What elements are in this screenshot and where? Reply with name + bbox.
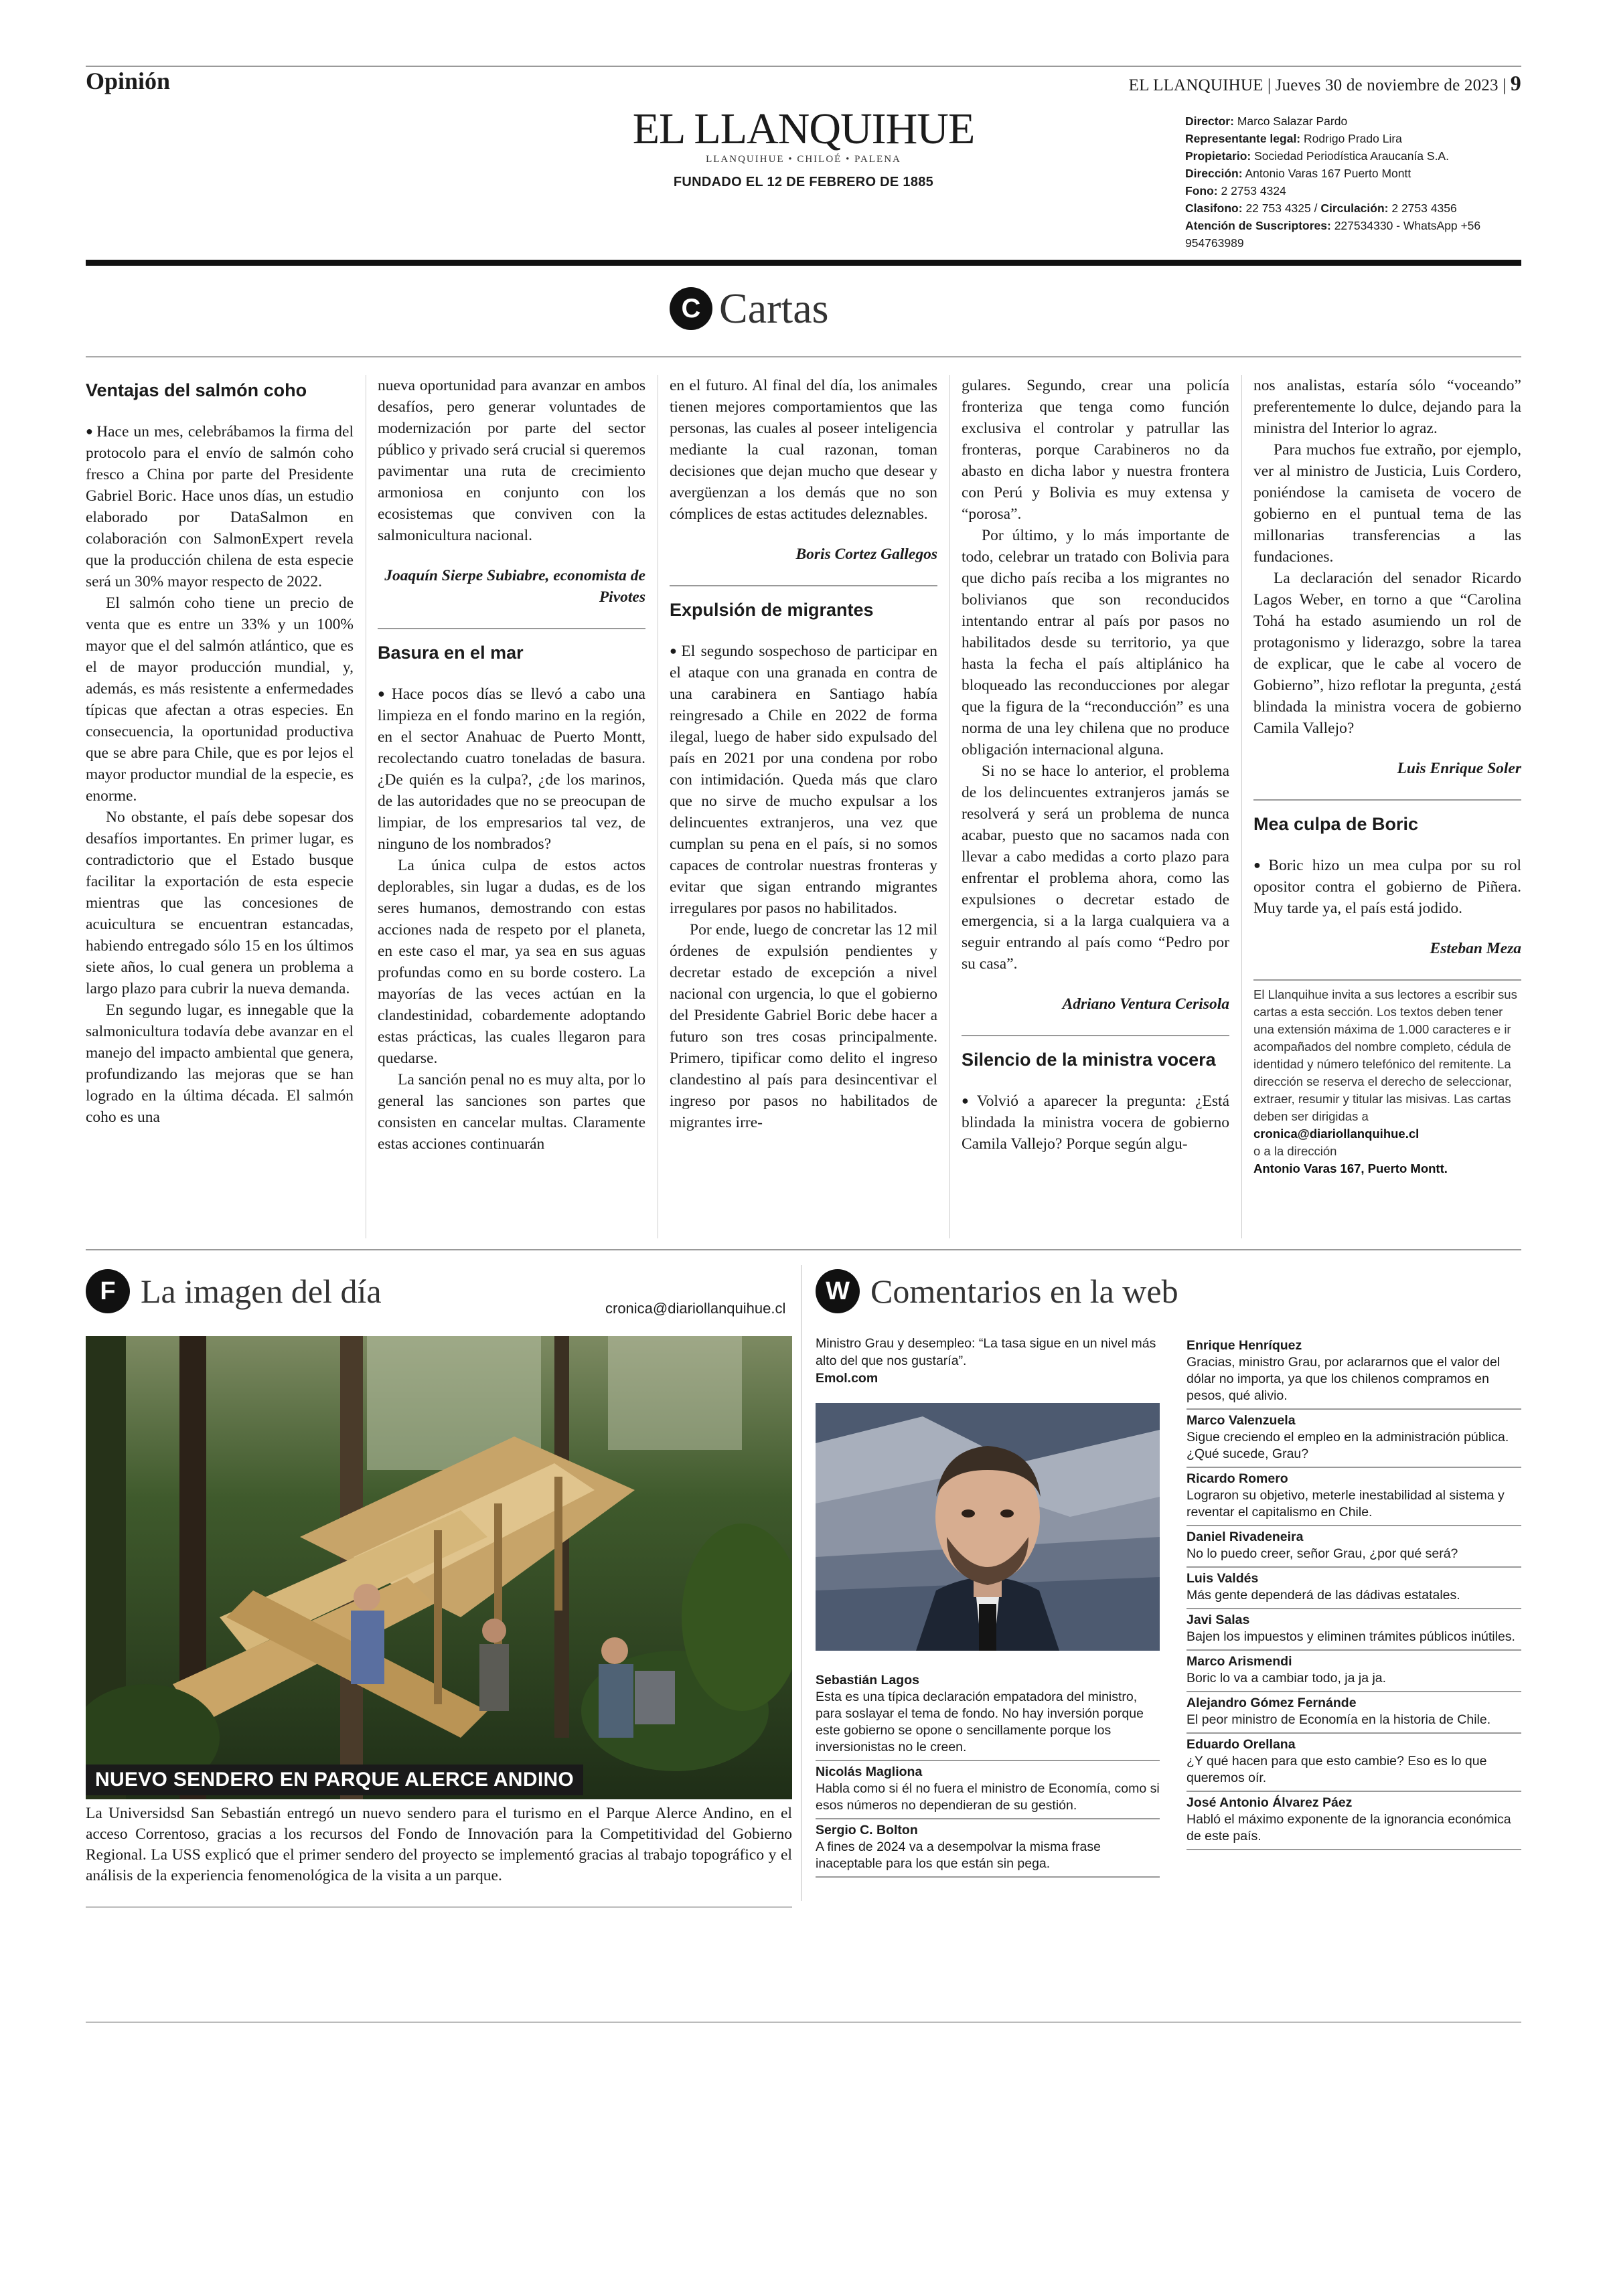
staff-line xyxy=(1185,182,1520,199)
note-email-link[interactable]: cronica@diariollanquihue.cl xyxy=(1253,1127,1420,1141)
trail-photo-illustration xyxy=(86,1336,792,1799)
submission-note xyxy=(1253,979,1521,1177)
comment-item xyxy=(816,1819,1160,1878)
staff-label: Atención de Suscriptores: xyxy=(1185,219,1331,232)
logo-subtitle: LLANQUIHUE • CHILOÉ • PALENA xyxy=(706,154,901,165)
web-headline xyxy=(816,1335,1164,1387)
staff-label: Representante legal: xyxy=(1185,132,1301,145)
comment-text: Lograron su objetivo, meterle inestabilidad al sistema y reventar el capitalismo en Chile. xyxy=(1187,1488,1505,1520)
comment-text: Más gente dependerá de las dádivas estatales. xyxy=(1187,1588,1460,1603)
letters-column-5 xyxy=(1253,375,1521,1177)
staff-line xyxy=(1185,165,1520,182)
letter-signature: Joaquín Sierpe Subiabre, economista de Pivotes xyxy=(384,567,645,606)
comment-item xyxy=(1187,1651,1521,1692)
staff-line xyxy=(1185,130,1520,147)
staff-line xyxy=(1185,217,1520,252)
letter-paragraph: en el futuro. Al final del día, los animales tienen mejores comportamientos que las personas, las cuales al poseer inteligencia mediante la cual razonan, toman decisiones que dejan mucho que desear y avergüenzan a los demás que no son cómplices de estas actitudes deleznables. xyxy=(670,377,937,523)
letter-paragraph: nos analistas, estaría sólo “voceando” preferentemente lo dulce, dejando para la ministra del Interior lo agraz. xyxy=(1253,377,1521,437)
letter-title: Silencio de la ministra vocera xyxy=(962,1050,1216,1070)
letter-paragraph: gulares. Segundo, crear una policía fronteriza que tenga como función exclusiva el controlar y patrullar las fronteras, porque Carabineros no da abasto en dicha labor y nuestra frontera con Perú y Bolivia es muy extensa y “porosa”. xyxy=(962,377,1229,523)
letter-paragraph: La declaración del senador Ricardo Lagos Weber, en torno a que “Carolina Tohá ha estado asumiendo un rol de protagonismo y liderazgo, sobre la tarea de explicar, que le cabe al vocero de Gobierno”, hizo reflotar la pregunta, ¿está blindada la ministra vocera de gobierno Camila Vallejo? xyxy=(1253,570,1521,737)
comment-text: Habló el máximo exponente de la ignorancia económica de este país. xyxy=(1187,1812,1511,1843)
letter-signature: Luis Enrique Soler xyxy=(1397,760,1521,777)
comment-item xyxy=(1187,1734,1521,1792)
comment-author: Ricardo Romero xyxy=(1187,1471,1288,1486)
imagen-badge-icon: F xyxy=(86,1269,130,1313)
staff-value: 2 2753 4356 xyxy=(1391,201,1457,215)
letter-title: Mea culpa de Boric xyxy=(1253,814,1419,834)
letter-paragraph: La única culpa de estos actos deplorables, sin lugar a dudas, es de los seres humanos, demostrando con estas acciones nada de respeto por el planeta, en este caso el mar, ya sea en sus aguas profundas como en su borde costero. La mayorías de las veces actúan en la clandestinidad, cobardemente adoptando estas prácticas, las cuales llegaron para quedarse. xyxy=(378,857,645,1067)
bullet-icon: ● xyxy=(670,644,679,657)
trail-photo xyxy=(86,1336,792,1799)
letter-separator xyxy=(670,585,937,586)
masthead xyxy=(603,106,1004,190)
letter-paragraph: El salmón coho tiene un precio de venta que es entre un 33% y un 100% mayor que el del salmón atlántico, que es el de mayor producción mundial, y, además, es más resistente a enfermedades típicas que afectan a otras especies. En consecuencia, la oportunidad productiva que se abre para Chile, que es por lejos el mayor productor mundial de la especie, es enorme. xyxy=(86,594,354,805)
comment-author: Nicolás Magliona xyxy=(816,1765,923,1779)
staff-label: Propietario: xyxy=(1185,149,1251,163)
letter-title: Expulsión de migrantes xyxy=(670,600,874,620)
column-divider xyxy=(1241,375,1242,1238)
letter-text: Volvió a aparecer la pregunta: ¿Está blindada la ministra vocera de gobierno Camila Vallejo? Porque según algu- xyxy=(962,1092,1230,1153)
letter-signature: Esteban Meza xyxy=(1430,940,1521,957)
note-text: El Llanquihue invita a sus lectores a escribir sus cartas a esta sección. Los textos deben tener una extensión máxima de 1.000 caracteres e ir acompañados del nombre completo, cédula de identidad y número telefónico del remitente. La dirección se reserva el derecho de seleccionar, extraer, resumir y titular las misivas. Las cartas deben ser dirigidas a xyxy=(1253,987,1517,1123)
comment-text: Boric lo va a cambiar todo, ja ja ja. xyxy=(1187,1671,1387,1686)
letters-column-2 xyxy=(378,375,645,1155)
letter-signature: Adriano Ventura Cerisola xyxy=(1062,995,1229,1013)
comment-author: Alejandro Gómez Fernánde xyxy=(1187,1696,1357,1710)
comment-item xyxy=(1187,1468,1521,1526)
newspaper-logo: EL LLANQUIHUE xyxy=(632,104,975,153)
comment-text: El peor ministro de Economía en la historia de Chile. xyxy=(1187,1712,1491,1727)
letter-paragraph: Para muchos fue extraño, por ejemplo, ver al ministro de Justicia, Luis Cordero, poniéndose la camiseta de vocero de gobierno en el puntual tema de las millonarias transferencias a las fundaciones. xyxy=(1253,441,1521,566)
cartas-rule xyxy=(86,356,1521,357)
web-section-header xyxy=(816,1269,1178,1316)
comment-text: Sigue creciendo el empleo en la administración pública. ¿Qué sucede, Grau? xyxy=(1187,1430,1509,1461)
column-divider xyxy=(949,375,950,1238)
staff-label: Circulación: xyxy=(1320,201,1389,215)
comment-text: ¿Y qué hacen para que esto cambie? Eso es lo que queremos oír. xyxy=(1187,1754,1487,1785)
note-text: o a la dirección xyxy=(1253,1144,1337,1158)
bottom-rule xyxy=(86,2022,1521,2023)
comment-item xyxy=(816,1761,1160,1819)
comment-item xyxy=(816,1669,1160,1761)
comment-author: Sergio C. Bolton xyxy=(816,1823,918,1837)
letter-paragraph: Si no se hace lo anterior, el problema de los delincuentes extranjeros jamás se resolverá y será un problema de nunca acabar, puesto que no sacamos nada con llevar a cabo medidas a corto plazo para enfrentar el problema ahora, como las expulsiones o decretar estado de emergencia, si a la larga cualquiera va a seguir entrando al país como “Pedro por su casa”. xyxy=(962,762,1229,973)
letters-column-4 xyxy=(962,375,1229,1155)
comment-author: Javi Salas xyxy=(1187,1613,1250,1627)
bullet-icon: ● xyxy=(962,1094,974,1107)
staff-label: Fono: xyxy=(1185,184,1218,197)
photo-caption: La Universidsd San Sebastián entregó un nuevo sendero para el turismo en el Parque Alerce Andino, en el acceso Correntoso, gracias a los recursos del Fondo de Innovación para la Competitividad del Gobierno Regional. La USS explicó que el primer sendero del proyecto se implementó gracias al trabajo topográfico y el análisis de la experiencia fenomenológica de la visita a un parque. xyxy=(86,1805,792,1884)
letter-title: Basura en el mar xyxy=(378,643,524,663)
comment-text: Gracias, ministro Grau, por aclararnos que el valor del dólar no importa, ya que los chilenos compramos en pesos, qué alivio. xyxy=(1187,1355,1501,1403)
comment-author: Sebastián Lagos xyxy=(816,1673,919,1688)
comment-item xyxy=(1187,1410,1521,1468)
comment-text: Esta es una típica declaración empatadora del ministro, para soslayar el tema de fondo. No hay inversión porque este gobierno se opone o sencillamente porque los inversionistas no le creen. xyxy=(816,1690,1144,1754)
letters-column-1 xyxy=(86,375,354,1128)
header-rule xyxy=(86,260,1521,266)
staff-value: Marco Salazar Pardo xyxy=(1237,114,1348,128)
staff-value: Sociedad Periodística Araucanía S.A. xyxy=(1254,149,1449,163)
comment-author: Enrique Henríquez xyxy=(1187,1338,1302,1353)
comment-item xyxy=(1187,1609,1521,1651)
cartas-title: Cartas xyxy=(719,284,829,332)
folio xyxy=(1129,71,1521,96)
staff-box xyxy=(1185,112,1520,252)
letter-paragraph: No obstante, el país debe sopesar dos desafíos importantes. En primer lugar, es contradictorio que el Estado busque facilitar la exportación de esta especie mientras que las concesiones de acuicultura se encuentran estancadas, habiendo entregado sólo 15 en los últimos siete años, lo cual genera un problema a largo plazo para cubrir la nueva demanda. xyxy=(86,809,354,997)
letter-signature: Boris Cortez Gallegos xyxy=(795,546,937,563)
letter-text: El segundo sospechoso de participar en el ataque con una granada en contra de una carabinera en Santiago había reingresado a Chile en 2022 de forma ilegal, luego de haber sido expulsado del país en 2021 por una condena por robo con intimidación. Queda más que claro que no sirve de mucho expulsar a los delincuentes extranjeros, una vez que cumplan su pena en el país, si no somos capaces de controlar nuestras fronteras y evitar que sigan entrando migrantes irregulares por pasos no habilitados. xyxy=(670,643,937,917)
letter-paragraph: En segundo lugar, es innegable que la salmonicultura todavía debe avanzar en el manejo del impacto ambiental que genera, profundizando las mejoras que se han logrado en la última década. El salmón coho es una xyxy=(86,1001,354,1126)
comment-item xyxy=(1187,1792,1521,1850)
letter-paragraph xyxy=(86,420,354,592)
staff-value: 227534330 - WhatsApp +56 954763989 xyxy=(1185,219,1481,250)
bullet-icon: ● xyxy=(1253,858,1266,872)
comment-author: Daniel Rivadeneira xyxy=(1187,1530,1304,1544)
comment-item xyxy=(1187,1335,1521,1410)
comment-item xyxy=(1187,1568,1521,1609)
letter-paragraph: Por ende, luego de concretar las 12 mil órdenes de expulsión pendientes y decretar estado de excepción a nivel nacional con urgencia, lo que el gobierno del Presidente Gabriel Boric debe hacer a futuro son tres cosas principalmente. Primero, tipificar como delito el ingreso clandestino al país para desincentivar el ingreso por pasos no habilitados de migrantes irre- xyxy=(670,921,937,1131)
staff-label: Director: xyxy=(1185,114,1234,128)
staff-line xyxy=(1185,147,1520,165)
letter-paragraph xyxy=(962,1090,1229,1155)
section-divider xyxy=(86,1249,1521,1250)
comment-author: Eduardo Orellana xyxy=(1187,1737,1296,1752)
letter-text: Boric hizo un mea culpa por su rol opositor contra el gobierno de Piñera. Muy tarde ya, el país está jodido. xyxy=(1253,857,1521,917)
imagen-email[interactable]: cronica@diariollanquihue.cl xyxy=(605,1300,786,1317)
comment-item xyxy=(1187,1692,1521,1734)
minister-portrait xyxy=(816,1403,1160,1651)
letter-separator xyxy=(378,628,645,629)
letter-text: Hace pocos días se llevó a cabo una limpieza en el fondo marino en la región, en el sector Anahuac de Puerto Montt, recolectando cuatro toneladas de basura. ¿De quién es la culpa?, ¿de los marinos, de las autoridades que no se preocupan de limpiar, de los empresarios tal vez, de ninguno de los nombrados? xyxy=(378,685,645,853)
section-label: Opinión xyxy=(86,68,171,94)
comment-text: Bajen los impuestos y eliminen trámites públicos inútiles. xyxy=(1187,1629,1515,1644)
letters-column-3 xyxy=(670,375,937,1133)
web-title: Comentarios en la web xyxy=(870,1273,1178,1310)
imagen-section-header xyxy=(86,1269,382,1316)
letter-text: Hace un mes, celebrábamos la firma del protocolo para el envío de salmón coho fresco a China por parte del Presidente Gabriel Boric. Hace unos días, un estudio elaborado por DataSalmon en colaboración con SalmonExpert revela que la producción chilena de esta especie será un 30% mayor respecto de 2022. xyxy=(86,423,354,590)
folio-text: EL LLANQUIHUE | Jueves 30 de noviembre de 2023 | xyxy=(1128,76,1507,94)
staff-value: 22 753 4325 / xyxy=(1245,201,1321,215)
comments-column-right xyxy=(1187,1335,1521,1850)
letter-paragraph: nueva oportunidad para avanzar en ambos desafíos, pero generar voluntades de modernización por parte del sector público y privado será crucial si queremos pavimentar una ruta de crecimiento armoniosa en conjunto con los ecosistemas que conviven con la salmonicultura nacional. xyxy=(378,377,645,544)
staff-value: 2 2753 4324 xyxy=(1221,184,1286,197)
top-rule xyxy=(86,66,1521,67)
letter-paragraph xyxy=(378,683,645,855)
cartas-badge-icon: C xyxy=(670,287,712,330)
letter-paragraph xyxy=(1253,854,1521,919)
cartas-section-header xyxy=(670,284,937,337)
comment-item xyxy=(1187,1526,1521,1568)
letter-separator xyxy=(1253,799,1521,801)
comment-text: A fines de 2024 va a desempolvar la misma frase inaceptable para los que están sin pega. xyxy=(816,1839,1101,1871)
photo-title: NUEVO SENDERO EN PARQUE ALERCE ANDINO xyxy=(86,1765,583,1795)
bullet-icon: ● xyxy=(86,424,94,438)
letter-paragraph xyxy=(670,640,937,919)
letter-paragraph: La sanción penal no es muy alta, por lo general las sanciones son partes que consisten en cancelar multas. Claramente estas acciones continuarán xyxy=(378,1071,645,1153)
minister-portrait-illustration xyxy=(816,1403,1160,1651)
staff-value: Rodrigo Prado Lira xyxy=(1304,132,1402,145)
imagen-title: La imagen del día xyxy=(141,1273,382,1310)
comment-author: Marco Arismendi xyxy=(1187,1654,1292,1669)
staff-line xyxy=(1185,199,1520,217)
staff-label: Clasifono: xyxy=(1185,201,1243,215)
comment-author: Marco Valenzuela xyxy=(1187,1413,1296,1428)
note-address: Antonio Varas 167, Puerto Montt. xyxy=(1253,1161,1448,1175)
letter-title: Ventajas del salmón coho xyxy=(86,380,307,400)
page-number: 9 xyxy=(1510,71,1521,95)
comment-text: Habla como si él no fuera el ministro de Economía, como si esos números no dependieran de su gestión. xyxy=(816,1781,1160,1813)
staff-value: Antonio Varas 167 Puerto Montt xyxy=(1245,167,1411,180)
comments-column-left xyxy=(816,1669,1160,1878)
staff-label: Dirección: xyxy=(1185,167,1243,180)
letter-separator xyxy=(962,1035,1229,1036)
caption-rule xyxy=(86,1906,792,1908)
founded-line: FUNDADO EL 12 DE FEBRERO DE 1885 xyxy=(673,175,934,189)
comment-text: No lo puedo creer, señor Grau, ¿por qué será? xyxy=(1187,1546,1458,1561)
bullet-icon: ● xyxy=(378,687,389,700)
comment-author: Luis Valdés xyxy=(1187,1571,1259,1586)
headline-source[interactable]: Emol.com xyxy=(816,1371,878,1386)
letter-paragraph: Por último, y lo más importante de todo, celebrar un tratado con Bolivia para que dicho país reciba a los migrantes no bolivianos que son reconducidos intentando entrar al país por pasos no habilitados desde su territorio, ya que hasta la fecha el país altiplánico ha bloqueado las reconducciones por alegar que la figura de la “reconducción” es una norma de una ley chilena que no produce obligación internacional alguna. xyxy=(962,527,1229,758)
headline-text: Ministro Grau y desempleo: “La tasa sigue en un nivel más alto del que nos gustaría”. xyxy=(816,1336,1156,1368)
staff-line xyxy=(1185,112,1520,130)
web-badge-icon: W xyxy=(816,1269,860,1313)
comment-author: José Antonio Álvarez Páez xyxy=(1187,1795,1353,1810)
